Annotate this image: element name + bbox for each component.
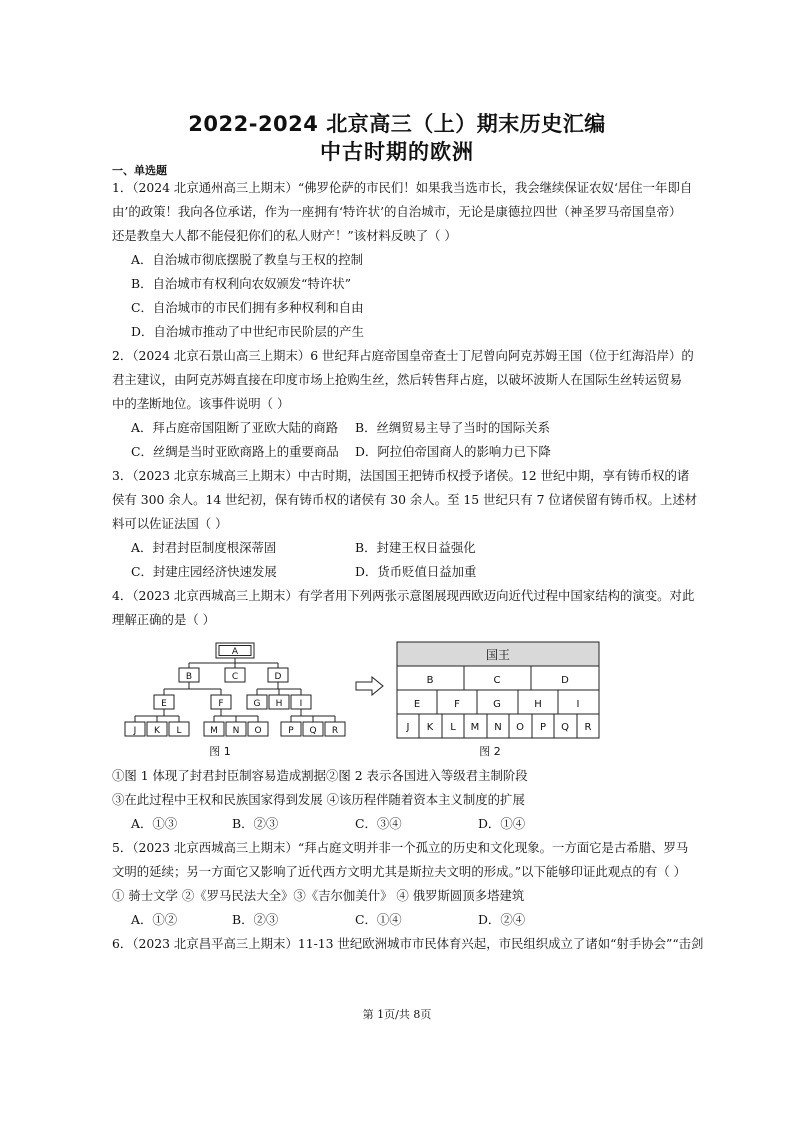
question-1-line-3: 还是教皇大人都不能侵犯你们的私人财产！”该材料反映了（ ）: [112, 228, 457, 243]
question-1-option-d: D．自治城市推动了中世纪市民阶层的产生: [131, 324, 364, 339]
fig2-cell: P: [539, 722, 547, 733]
fig2-cell: C: [493, 675, 501, 686]
question-3-line-2: 侯有 300 余人。14 世纪初，保有铸币权的诸侯有 30 余人。至 15 世纪只有 7 位诸侯留有铸币权。上述材: [112, 492, 698, 507]
fig1-node: I: [299, 699, 303, 709]
fig1-node: B: [185, 672, 193, 682]
fig1-node: D: [274, 672, 282, 682]
fig2-cell: H: [534, 699, 542, 710]
question-4-statements-1: ①图 1 体现了封君封臣制容易造成割据②图 2 表示各国进入等级君主制阶段: [112, 768, 528, 783]
fig2-caption: 图 2: [479, 745, 501, 758]
question-2-line-2: 君主建议，由阿克苏姆直接在印度市场上抢购生丝，然后转售拜占庭，以破坏波斯人在国际生丝转运贸易: [112, 372, 682, 387]
question-5-statements: ① 骑士文学 ②《罗马民法大全》③《吉尔伽美什》 ④ 俄罗斯圆顶多塔建筑: [112, 888, 525, 903]
section-heading: 一、单选题: [112, 164, 167, 177]
question-4-option-d: D．①④: [478, 816, 526, 831]
question-2-option-b: B．丝绸贸易主导了当时的国际关系: [355, 420, 550, 435]
question-1-option-c: C．自治城市的市民们拥有多种权利和自由: [131, 300, 364, 315]
question-4-option-c: C．③④: [355, 816, 402, 831]
fig2-cell: L: [450, 722, 456, 733]
fig2-cell: D: [561, 675, 569, 686]
question-4-line-2: 理解正确的是（ ）: [112, 612, 216, 627]
fig1-leaf: M: [210, 726, 218, 736]
fig2-cell: R: [584, 722, 592, 733]
fig2-cell: K: [426, 722, 434, 733]
fig2-cell: Q: [561, 722, 569, 733]
fig1-node: F: [218, 699, 224, 709]
question-2-option-c: C．丝绸是当时亚欧商路上的重要商品: [131, 444, 339, 459]
fig2-cell: M: [470, 722, 480, 733]
figure-2-estate-monarchy: [396, 641, 600, 762]
arrow-right-icon: [355, 676, 385, 696]
question-2-option-d: D．阿拉伯帝国商人的影响力已下降: [355, 444, 551, 459]
question-2-option-a: A．拜占庭帝国阻断了亚欧大陆的商路: [131, 420, 339, 435]
question-3-line-1: 3．（2023 北京东城高三上期末）中古时期，法国国王把铸币权授予诸侯。12 世纪中期，享有铸币权的诸: [112, 468, 690, 483]
question-6-line-1: 6．（2023 北京昌平高三上期末）11-13 世纪欧洲城市市民体育兴起，市民组织成立了诸如“射手协会”“击剑: [112, 936, 704, 951]
fig2-cell: O: [516, 722, 524, 733]
question-1-option-b: B．自治城市有权利向农奴颁发“特许状”: [131, 276, 352, 291]
fig2-cell: F: [454, 699, 460, 710]
fig1-leaf: Q: [309, 726, 317, 736]
document-subtitle: 中古时期的欧洲: [320, 140, 474, 164]
fig1-node: G: [253, 699, 261, 709]
fig2-cell: J: [406, 722, 410, 733]
fig1-leaf: O: [254, 726, 262, 736]
question-4-line-1: 4．（2023 北京西城高三上期末）有学者用下列两张示意图展现西欧迈向近代过程中国家结构的演变。对此: [112, 588, 695, 603]
question-5-line-1: 5．（2023 北京西城高三上期末）“拜占庭文明并非一个孤立的历史和文化现象。一方面它是古希腊、罗马: [112, 840, 689, 855]
question-4-option-b: B．②③: [232, 816, 279, 831]
page-number: 第 1页/共 8页: [362, 1008, 432, 1021]
question-1-line-1: 1．（2024 北京通州高三上期末）“佛罗伦萨的市民们！如果我当选市长，我会继续保证农奴‘居住一年即自: [112, 180, 693, 195]
fig1-node: H: [275, 699, 283, 709]
question-1-line-2: 由’的政策！我向各位承诺，作为一座拥有‘特许状’的自治城市，无论是康德拉四世（神圣罗马帝国皇帝）: [112, 204, 682, 219]
fig2-cell: B: [426, 675, 434, 686]
question-3-option-b: B．封建王权日益强化: [355, 540, 476, 555]
question-5-option-c: C．①④: [355, 912, 402, 927]
fig1-leaf: L: [176, 726, 182, 736]
question-5-option-d: D．②④: [478, 912, 526, 927]
document-title: 2022-2024 北京高三（上）期末历史汇编: [188, 112, 606, 136]
question-4-option-a: A．①③: [131, 816, 178, 831]
question-2-line-1: 2．（2024 北京石景山高三上期末）6 世纪拜占庭帝国皇帝查士丁尼曾向阿克苏姆王国（位于红海沿岸）的: [112, 348, 694, 363]
fig1-leaf: R: [331, 726, 339, 736]
fig1-node: E: [161, 699, 167, 709]
fig1-caption: 图 1: [209, 745, 231, 758]
question-3-option-d: D．货币贬值日益加重: [355, 564, 477, 579]
question-3-option-a: A．封君封臣制度根深蒂固: [131, 540, 277, 555]
fig1-leaf: P: [288, 726, 294, 736]
question-5-option-a: A．①②: [131, 912, 178, 927]
question-3-line-3: 料可以佐证法国（ ）: [112, 516, 228, 531]
figure-1-feudal-hierarchy: [112, 636, 357, 762]
question-3-option-c: C．封建庄园经济快速发展: [131, 564, 277, 579]
fig1-leaf: J: [133, 726, 137, 736]
fig2-cell: G: [493, 699, 501, 710]
question-5-line-2: 文明的延续；另一方面它又影响了近代西方文明尤其是斯拉夫文明的形成。”以下能够印证此观点的有（ ）: [112, 864, 687, 879]
question-2-line-3: 中的垄断地位。该事件说明（ ）: [112, 396, 290, 411]
question-5-option-b: B．②③: [232, 912, 279, 927]
fig2-cell: E: [413, 699, 421, 710]
question-1-option-a: A．自治城市彻底摆脱了教皇与王权的控制: [131, 252, 363, 267]
fig2-cell: N: [494, 722, 502, 733]
question-4-statements-2: ③在此过程中王权和民族国家得到发展 ④该历程伴随着资本主义制度的扩展: [112, 792, 525, 807]
fig1-leaf: N: [232, 726, 240, 736]
fig1-node-a: A: [231, 647, 239, 657]
fig2-cell: I: [576, 699, 580, 710]
fig1-leaf: K: [154, 726, 160, 736]
fig1-node: C: [231, 672, 239, 682]
fig2-king: 国王: [485, 648, 511, 662]
